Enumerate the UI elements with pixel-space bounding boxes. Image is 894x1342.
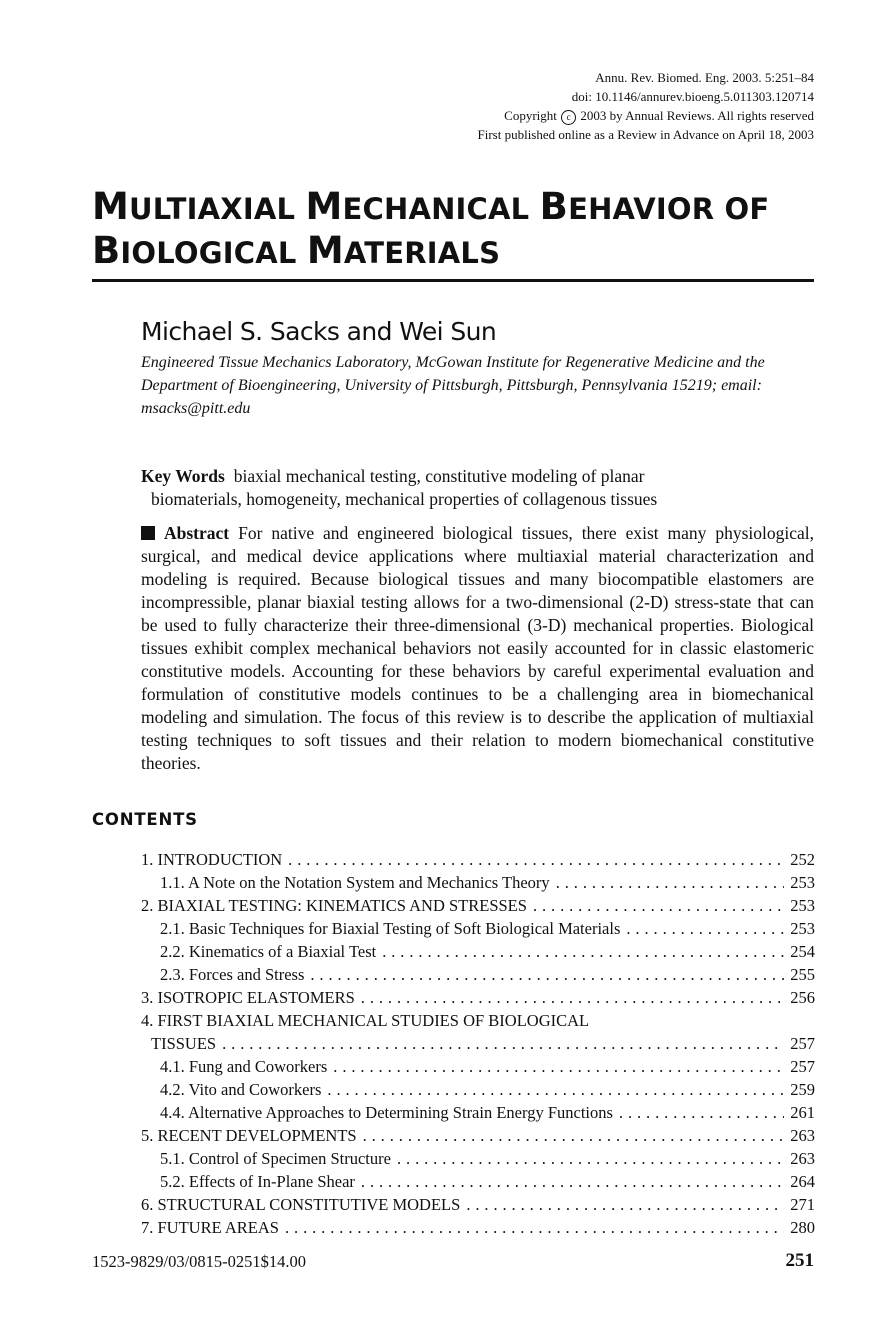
toc-entry-page: 255 [790, 965, 815, 984]
toc-entry-page: 261 [790, 1103, 815, 1122]
table-of-contents [141, 848, 815, 1239]
toc-entry[interactable] [141, 871, 815, 894]
toc-leader-dots [397, 1147, 784, 1170]
title-cap: M [305, 185, 343, 228]
toc-entry-title: 2. BIAXIAL TESTING: KINEMATICS AND STRESSES [141, 896, 527, 915]
toc-entry-page: 253 [790, 873, 815, 892]
toc-entry-title: 4.4. Alternative Approaches to Determining Strain Energy Functions [160, 1103, 613, 1122]
abstract-label: Abstract [164, 523, 230, 543]
toc-leader-dots [288, 848, 784, 871]
toc-entry-page: 259 [790, 1080, 815, 1099]
toc-entry[interactable] [141, 1124, 815, 1147]
toc-leader-dots [285, 1216, 784, 1239]
toc-entry[interactable] [141, 1193, 815, 1216]
toc-entry-title: 4.2. Vito and Coworkers [160, 1080, 322, 1099]
title-word: EHAVIOR OF [568, 192, 770, 226]
toc-entry-page: 257 [790, 1057, 815, 1076]
abstract-section [141, 522, 814, 775]
copyright-icon: c [561, 110, 576, 125]
copyright-text: 2003 by Annual Reviews. All rights reserved [580, 108, 814, 123]
title-divider [92, 279, 814, 282]
toc-leader-dots [361, 986, 784, 1009]
author-affiliation: Engineered Tissue Mechanics Laboratory, McGowan Institute for Regenerative Medicine and the Department of Bioengineering, University of Pittsburgh, Pittsburgh, Pennsylvania 15219; email: msacks@pitt.edu [141, 354, 765, 417]
toc-entry-title: 4. FIRST BIAXIAL MECHANICAL STUDIES OF BIOLOGICAL [141, 1011, 590, 1030]
toc-entry[interactable] [141, 1032, 815, 1055]
toc-entry-title: 7. FUTURE AREAS [141, 1218, 279, 1237]
abstract-text: For native and engineered biological tissues, there exist many physiological, surgical, and medical device applications where multiaxial material characterization and modeling is required. Because biological tissues and many biocompatible elastomers are incompressible, planar biaxial testing allows for a two-dimensional (2-D) stress-state that can be used to fully characterize their three-dimensional (3-D) mechanical properties. Biological tissues exhibit complex mechanical behaviors not easily accounted for in classic elastomeric constitutive models. Accounting for these behaviors by careful experimental evaluation and formulation of constitutive models continues to be a challenging area in biomechanical modeling and simulation. The focus of this review is to describe the application of multiaxial testing techniques to soft tissues and their relation to modern biomechanical constitutive theories. [141, 523, 814, 773]
copyright-label: Copyright [504, 108, 557, 123]
journal-header [477, 68, 814, 144]
toc-entry[interactable] [141, 940, 815, 963]
keywords-line-2: biomaterials, homogeneity, mechanical properties of collagenous tissues [151, 489, 658, 509]
toc-leader-dots [222, 1032, 784, 1055]
toc-entry[interactable] [141, 1147, 815, 1170]
toc-entry[interactable] [141, 1170, 815, 1193]
toc-entry-page: 263 [790, 1149, 815, 1168]
toc-entry[interactable] [141, 986, 815, 1009]
toc-entry-title: 5. RECENT DEVELOPMENTS [141, 1126, 357, 1145]
title-cap: B [92, 229, 121, 272]
toc-leader-dots [310, 963, 784, 986]
title-line-2 [92, 230, 814, 274]
toc-entry-title: 5.1. Control of Specimen Structure [160, 1149, 391, 1168]
doi: doi: 10.1146/annurev.bioeng.5.011303.120714 [571, 89, 814, 104]
toc-entry[interactable] [141, 1101, 815, 1124]
toc-entry[interactable] [141, 1216, 815, 1239]
toc-entry[interactable] [141, 1009, 815, 1032]
toc-entry-page: 253 [790, 919, 815, 938]
toc-leader-dots [363, 1124, 785, 1147]
keywords-line-1: biaxial mechanical testing, constitutive modeling of planar [233, 466, 645, 486]
toc-entry[interactable] [141, 1078, 815, 1101]
toc-entry-title: TISSUES [151, 1034, 217, 1053]
toc-leader-dots [626, 917, 784, 940]
title-cap: M [306, 229, 344, 272]
toc-entry[interactable] [141, 848, 815, 871]
toc-entry-title: 3. ISOTROPIC ELASTOMERS [141, 988, 355, 1007]
toc-entry-page: 271 [790, 1195, 815, 1214]
toc-entry-page: 254 [790, 942, 815, 961]
toc-entry[interactable] [141, 1055, 815, 1078]
title-word: IOLOGICAL [120, 236, 307, 270]
toc-entry[interactable] [141, 917, 815, 940]
toc-leader-dots [556, 871, 785, 894]
toc-leader-dots [361, 1170, 784, 1193]
footer-issn: 1523-9829/03/0815-0251$14.00 [92, 1252, 307, 1271]
title-line-1 [92, 186, 814, 230]
toc-entry-page: 256 [790, 988, 815, 1007]
toc-leader-dots [533, 894, 784, 917]
contents-heading: CONTENTS [92, 810, 198, 829]
toc-entry-page: 253 [790, 896, 815, 915]
square-bullet-icon [141, 526, 155, 540]
toc-entry-title: 2.1. Basic Techniques for Biaxial Testing of Soft Biological Materials [160, 919, 621, 938]
journal-citation: Annu. Rev. Biomed. Eng. 2003. 5:251–84 [595, 70, 814, 85]
paper-title [92, 186, 814, 274]
keywords-label: Key Words [141, 466, 225, 486]
toc-leader-dots [327, 1078, 784, 1101]
toc-leader-dots [619, 1101, 784, 1124]
toc-entry-title: 4.1. Fung and Coworkers [160, 1057, 328, 1076]
toc-leader-dots [466, 1193, 784, 1216]
toc-entry-title: 5.2. Effects of In-Plane Shear [160, 1172, 355, 1191]
toc-entry-title: 1. INTRODUCTION [141, 850, 283, 869]
toc-entry-page: 280 [790, 1218, 815, 1237]
toc-entry-page: 263 [790, 1126, 815, 1145]
toc-leader-dots [333, 1055, 784, 1078]
toc-entry-title: 1.1. A Note on the Notation System and Mechanics Theory [160, 873, 550, 892]
title-cap: M [92, 185, 130, 228]
toc-entry-title: 2.3. Forces and Stress [160, 965, 305, 984]
toc-entry-page: 257 [790, 1034, 815, 1053]
copyright-notice [477, 106, 814, 125]
title-word: ULTIAXIAL [129, 192, 306, 226]
author-list: Michael S. Sacks and Wei Sun [141, 317, 497, 346]
toc-entry-title: 6. STRUCTURAL CONSTITUTIVE MODELS [141, 1195, 461, 1214]
keywords-section [141, 465, 817, 511]
first-published: First published online as a Review in Advance on April 18, 2003 [477, 127, 814, 142]
toc-entry[interactable] [141, 963, 815, 986]
toc-entry[interactable] [141, 894, 815, 917]
page-number: 251 [785, 1250, 814, 1271]
title-word: ECHANICAL [342, 192, 540, 226]
toc-leader-dots [382, 940, 784, 963]
toc-entry-page: 252 [790, 850, 815, 869]
toc-entry-title: 2.2. Kinematics of a Biaxial Test [160, 942, 377, 961]
toc-entry-page: 264 [790, 1172, 815, 1191]
title-cap: B [539, 185, 569, 228]
title-word: ATERIALS [343, 236, 501, 270]
